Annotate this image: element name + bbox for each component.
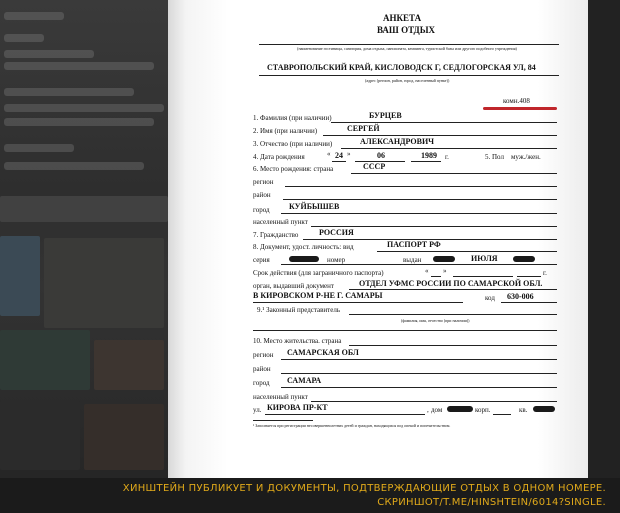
code-value: 630-006 xyxy=(507,292,534,301)
rep-note: (фамилия, имя, отчество (при наличии)) xyxy=(401,318,470,323)
rep-label: 9.¹ Законный представитель xyxy=(257,306,341,314)
validity-suffix: г. xyxy=(543,269,547,277)
citizenship-label: 7. Гражданство xyxy=(253,231,299,239)
background-right xyxy=(588,0,620,478)
birth-region-label: регион xyxy=(253,178,274,186)
authority-line-1: ОТДЕЛ УФМС РОССИИ ПО САМАРСКОЙ ОБЛ. xyxy=(359,279,543,288)
authority-line-2: В КИРОВСКОМ Р-НЕ Г. САМАРЫ xyxy=(253,291,383,300)
surname-label: 1. Фамилия (при наличии) xyxy=(253,114,332,122)
citizenship-value: РОССИЯ xyxy=(319,228,354,237)
redaction xyxy=(513,256,535,262)
questionnaire-form: АНКЕТА ВАШ ОТДЫХ (наименование гостиницы, санатория, дома отдыха, пансионата, кемпинга, туристской базы или другого подобного учреждения) СТАВРОПОЛЬСКИЙ КРАЙ, КИСЛОВОДСК Г, СЕДЛОГОРСКАЯ УЛ, 84 (адрес (регион, район, город, населенный пункт)) комн.408 1. Фамилия (при наличии) БУРЦЕВ 2. Имя (при наличии) СЕРГЕЙ 3. Отчество (при наличии) АЛЕКСАНДРОВИЧ 4. Дата рождения « 24 » 06 1989 г. 5. Пол муж./жен. 6. Место рождения: страна СССР регион район город КУЙБЫШЕВ населенный пункт 7. Гражданство РОССИЯ 8. Документ, удост. личность: вид ПАСПОРТ РФ серия номер выдан ИЮЛЯ Срок действия (для заграничного паспорта) « » г. орган, выдавший документ ОТДЕЛ УФМС РОССИИ ПО САМАРСКОЙ ОБЛ. В КИРОВСКОМ Р-НЕ Г. САМАРЫ код 630-006 9.¹ Законный представитель (фамилия, имя, отчество (при наличии)) 10. Место жительства. страна регион САМАРСКАЯ ОБЛ район город САМАРА населенный пункт ул. КИРОВА ПР-КТ , дом корп. кв. ¹ Заполняется при регистрации несовершеннолетних детей и граждан, находящихся под опекой и попечительством. xyxy=(245,0,563,440)
res-district-label: район xyxy=(253,365,271,373)
caption-line-2: СКРИНШОТ/T.ME/HINSHTEIN/6014?SINGLE. xyxy=(377,497,606,508)
code-label: код xyxy=(485,294,495,302)
blurred-background-page xyxy=(0,0,168,478)
res-city: САМАРА xyxy=(287,376,322,385)
authority-label: орган, выдавший документ xyxy=(253,282,334,290)
room-number: комн.408 xyxy=(503,97,530,105)
dob-day: 24 xyxy=(335,151,343,160)
series-label: серия xyxy=(253,256,270,264)
res-settlement-label: населенный пункт xyxy=(253,393,308,401)
res-city-label: город xyxy=(253,379,270,387)
street-value: КИРОВА ПР-КТ xyxy=(267,403,328,412)
issued-label: выдан xyxy=(403,256,422,264)
birth-city-label: город xyxy=(253,206,270,214)
redaction xyxy=(533,406,555,412)
house-label: дом xyxy=(431,406,443,414)
footnote: ¹ Заполняется при регистрации несовершеннолетних детей и граждан, находящихся под опекой и попечительством. xyxy=(253,423,451,428)
birth-district-label: район xyxy=(253,191,271,199)
corp-label: корп. xyxy=(475,406,491,414)
res-region: САМАРСКАЯ ОБЛ xyxy=(287,348,359,357)
redaction xyxy=(433,256,455,262)
room-underline xyxy=(483,107,557,110)
address: СТАВРОПОЛЬСКИЙ КРАЙ, КИСЛОВОДСК Г, СЕДЛОГОРСКАЯ УЛ, 84 xyxy=(267,63,536,72)
birth-country: СССР xyxy=(363,162,386,171)
form-title: АНКЕТА xyxy=(383,13,422,23)
caption-bar xyxy=(0,478,620,513)
street-label: ул. xyxy=(253,406,262,414)
doc-label: 8. Документ, удост. личность: вид xyxy=(253,243,354,251)
dob-month: 06 xyxy=(377,151,385,160)
validity-label: Срок действия (для заграничного паспорта) xyxy=(253,269,384,277)
patronymic-label: 3. Отчество (при наличии) xyxy=(253,140,333,148)
issued-month: ИЮЛЯ xyxy=(471,254,498,263)
res-region-label: регион xyxy=(253,351,274,359)
birthplace-label: 6. Место рождения: страна xyxy=(253,165,334,173)
dob-year-suffix: г. xyxy=(445,153,449,161)
doc-type: ПАСПОРТ РФ xyxy=(387,240,441,249)
number-label: номер xyxy=(327,256,346,264)
patronymic-value: АЛЕКСАНДРОВИЧ xyxy=(360,137,435,146)
dob-label: 4. Дата рождения xyxy=(253,153,305,161)
birth-settlement-label: населенный пункт xyxy=(253,218,308,226)
redaction xyxy=(289,256,319,262)
apt-label: кв. xyxy=(519,406,528,414)
name-value: СЕРГЕЙ xyxy=(347,124,380,133)
sex-label: 5. Пол xyxy=(485,153,504,161)
form-subtitle: ВАШ ОТДЫХ xyxy=(377,25,436,35)
dob-year: 1989 xyxy=(421,151,437,160)
name-label: 2. Имя (при наличии) xyxy=(253,127,318,135)
sex-value: муж./жен. xyxy=(511,153,541,161)
address-note: (адрес (регион, район, город, населенный пункт)) xyxy=(365,78,450,83)
residence-label: 10. Место жительства. страна xyxy=(253,337,342,345)
org-note: (наименование гостиницы, санатория, дома отдыха, пансионата, кемпинга, туристской базы или другого подобного учреждения) xyxy=(297,46,517,51)
caption-line-1: ХИНШТЕЙН ПУБЛИКУЕТ И ДОКУМЕНТЫ, ПОДТВЕРЖДАЮЩИЕ ОТДЫХ В ОДНОМ НОМЕРЕ. xyxy=(122,483,606,494)
redaction xyxy=(447,406,473,412)
surname-value: БУРЦЕВ xyxy=(369,111,402,120)
birth-city: КУЙБЫШЕВ xyxy=(289,202,340,211)
